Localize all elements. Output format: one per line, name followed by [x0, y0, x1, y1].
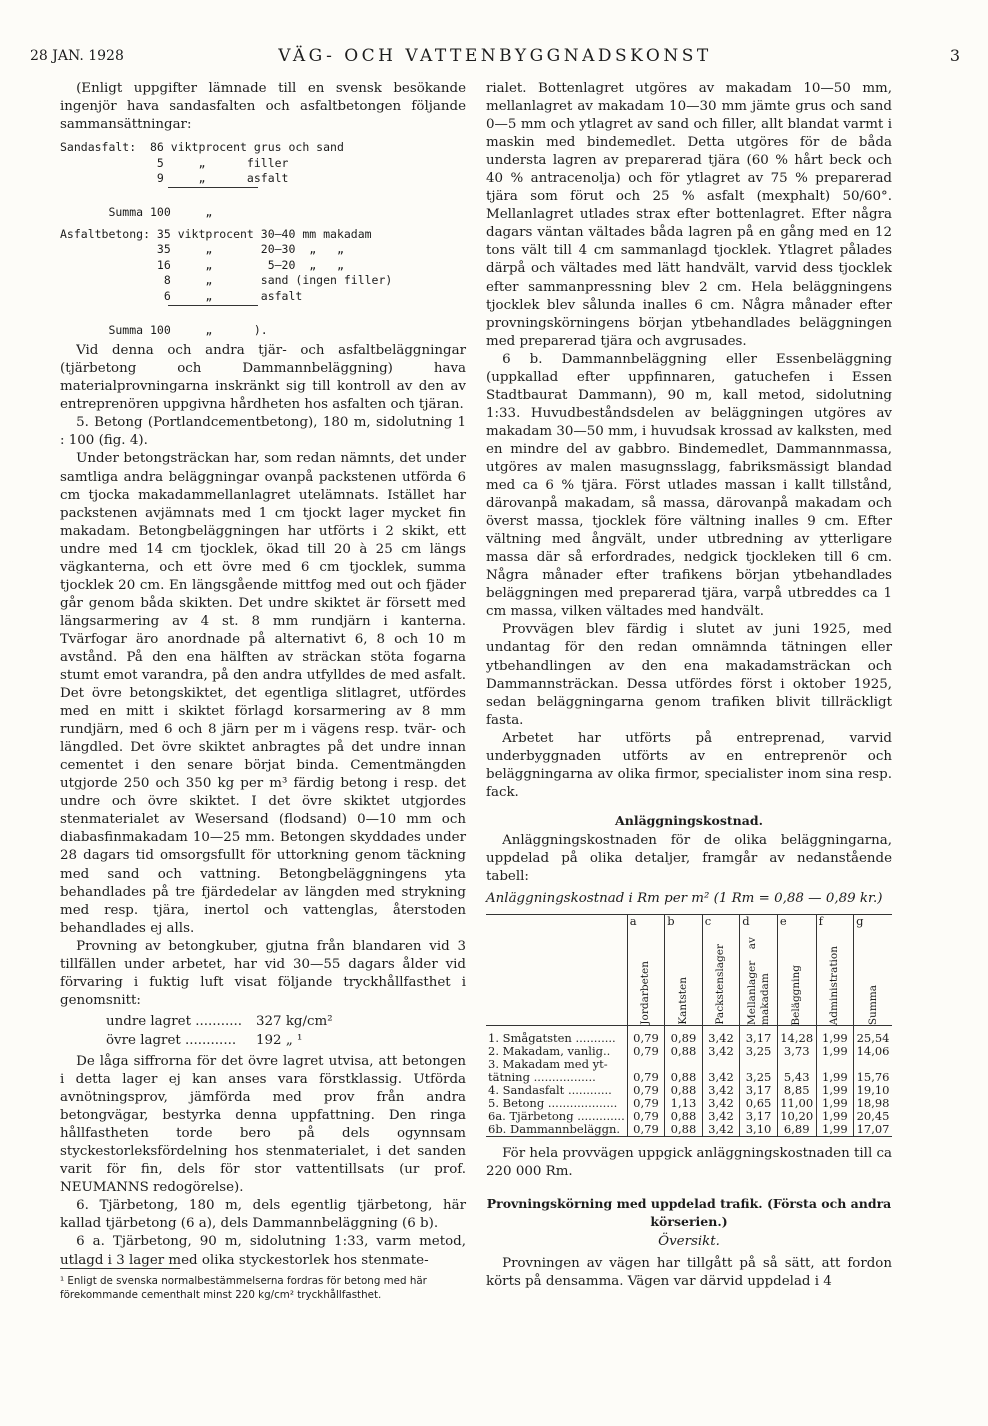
footnote-rule	[60, 1268, 180, 1269]
column-letter: c	[702, 915, 740, 934]
mix-table-sandasfalt	[60, 140, 466, 220]
table-cell: 3,17	[740, 1110, 778, 1123]
footnote-text: ¹ Enligt de svenska normalbestämmelserna fordras för betong med här förekommande cementhalt minst 220 kg/cm² tryckhållfasthet.	[60, 1275, 427, 1301]
table-cell: 11,00	[777, 1097, 816, 1110]
page-header	[30, 46, 960, 68]
paragraph: Under betongsträckan har, som redan nämnts, det under samtliga andra beläggningar ovanpå packstenen utförda 6 cm tjocka makadammellanlagret utelämnats. Istället har packstenen avjämnats med 1 cm tjockt lager mycket fin makadam. Betongbeläggningen har utförts i 2 skikt, ett undre med 14 cm tjocklek, ökad till 20 à 25 cm längs vägkanterna, och ett övre med 6 cm tjocklek, summa tjocklek 20 cm. En längsgående mittfog med out och fjäder går genom båda skikten. Det undre skiktet är försett med längsarmering av 4 st. 8 mm rundjärn i kanterna. Tvärfogar äro anordnade på alternativt 6, 8 och 10 m avstånd. På den ena hälften av sträckan stöta fogarna stumt emot varandra, på den andra utfylldes de med asfalt. Det övre betongskiktet, det egentliga slitlagret, utfördes med en mitt i skiktet förlagd korsarmering av 8 mm rundjärn, med 6 och 8 järn per m i vägens resp. tvär- och längdled. Det övre skiktet anbragtes på det undre innan cementet i den senare börjat binda. Cementmängden utgjorde 250 och 350 kg per m³ färdig betong i resp. det undre och övre skiktet. I det övre skiktet utgjordes stenmaterialet av Wesersand (flodsand) 0—10 mm och diabasfinmakadam 10—25 mm. Betongen skyddades under 28 dagars tid omsorgsfullt för uttorkning genom täckning med sand och vattning. Betongbeläggningens yta behandlades på tre fjärdedelar av längden med strykning med resp. tjära, inertol och vattenglas, återstoden behandlades ej alls.	[60, 451, 466, 936]
table-cell: 1,99	[816, 1071, 854, 1084]
table-cell: 0,88	[665, 1045, 703, 1058]
table-cell: 1,99	[816, 1084, 854, 1097]
column-letters	[486, 915, 892, 934]
table-cell: 1,99	[816, 1097, 854, 1110]
column-header	[627, 933, 665, 1026]
table-cell: 3,25	[740, 1045, 778, 1058]
layer-value: 192 „ ¹	[256, 1032, 303, 1048]
mix-line: 8 „ sand (ingen filler)	[60, 273, 393, 288]
mix-line: 9 „ asfalt	[60, 171, 289, 186]
paragraph: 6. Tjärbetong, 180 m, dels egentlig tjärbetong, här kallad tjärbetong (6 a), dels Dammannbeläggning (6 b).	[60, 1198, 466, 1232]
table-cell: 1,13	[665, 1097, 703, 1110]
table-row	[486, 1123, 892, 1137]
row-label: 4. Sandasfalt ............	[488, 1083, 612, 1098]
table-cell: 0,79	[627, 1084, 665, 1097]
table-cell: 18,98	[854, 1097, 892, 1110]
table-cell: 0,79	[627, 1026, 665, 1046]
table-cell: 3,25	[740, 1071, 778, 1084]
cost-table	[486, 914, 892, 1137]
paragraph: Provvägen blev färdig i slutet av juni 1925, med undantag för den redan omnämnda tätningen eller ytbehandlingen av den ena makadamsträckan och Dammannsträckan. Dessa utfördes först i oktober 1925, sedan beläggningarna genom trafiken blivit tillräckligt fasta.	[486, 622, 892, 728]
table-cell: 1,99	[816, 1123, 854, 1137]
column-header-text: Jordarbeten	[639, 961, 652, 1026]
table-cell: 3,42	[702, 1097, 740, 1110]
cost-table-body	[486, 1026, 892, 1137]
paragraph: Arbetet har utförts på entreprenad, varvid underbyggnaden utförts av en entreprenör och beläggningarna av olika firmor, specialister inom sina resp. fack.	[486, 730, 892, 800]
paragraph: 6 a. Tjärbetong, 90 m, sidolutning 1:33, varm metod, utlagd i 3 lager med olika styckestorlek hos stenmate-	[60, 1234, 466, 1268]
table-cell: 5,43	[777, 1071, 816, 1084]
row-label: tätning .................	[488, 1070, 596, 1085]
table-cell: 10,20	[777, 1110, 816, 1123]
mix-line: 35 „ 20—30 „ „	[60, 242, 344, 257]
sum-rule	[168, 305, 258, 306]
page-number: 3	[949, 46, 960, 65]
column-header	[854, 933, 892, 1026]
table-cell: 0,65	[740, 1097, 778, 1110]
issue-date: 28 JAN. 1928	[30, 48, 124, 64]
mix-line: 6 „ asfalt	[60, 288, 303, 303]
intro-paragraph: (Enligt uppgifter lämnade till en svensk besökande ingenjör hava sandasfalten och asfaltbetongen följande sammansättningar:	[60, 81, 466, 133]
sum-rule	[168, 187, 258, 188]
journal-title: VÄG- OCH VATTENBYGGNADSKONST	[278, 46, 712, 66]
table-cell: 0,79	[627, 1097, 665, 1110]
row-label: 2. Makadam, vanlig..	[488, 1044, 611, 1059]
table-cell: 0,88	[665, 1123, 703, 1137]
paragraph: Anläggningskostnaden för de olika beläggningarna, uppdelad på olika detaljer, framgår av nedanstående tabell:	[486, 832, 892, 885]
section-heading-trial: Provningskörning med uppdelad trafik. (Första och andra körserien.)	[486, 1196, 892, 1230]
column-header	[665, 933, 703, 1026]
paragraph: 6 b. Dammannbeläggning eller Essenbeläggning (uppkallad efter uppfinnaren, gatuchefen i Essen Stadtbaurat Dammann), 90 m, kall metod, sidolutning 1:33. Huvudbeståndsdelen av beläggningen utgöres av makadam 30—50 mm, i huvudsak krossad av kalksten, med en mindre del av gabbro. Bindemedlet, Dammannmassa, utgöres av malen masugnsslagg, fabriksmässigt blandad med ca 6 % tjära. Först utlades massan i kallt tillstånd, därovanpå makadam, så massa, därovanpå makadam och överst massa, tjocklek före vältning inalles 9 cm. Efter vältning med ångvält, under utbredning av ytterligare massa där så erfordrades, nedgick tjockleken till 6 cm. Några månader efter trafikens början ytbehandlades beläggningen med preparerad tjära, varpå utbreddes ca 1 cm massa, vilken vältades med handvält.	[486, 351, 892, 620]
row-label: 6b. Dammannbeläggn.	[488, 1122, 621, 1137]
strength-row	[60, 1013, 466, 1031]
table-cell: 6,89	[777, 1123, 816, 1137]
column-letter: g	[854, 915, 892, 934]
layer-value: 327 kg/cm²	[256, 1013, 333, 1029]
column-header	[816, 933, 854, 1026]
header-blank	[486, 933, 627, 1026]
table-cell: 19,10	[854, 1084, 892, 1097]
table-cell: 3,10	[740, 1123, 778, 1137]
table-cell: 3,42	[702, 1084, 740, 1097]
column-header-text: Summa	[866, 984, 879, 1026]
subsection-heading: Översikt.	[658, 1234, 720, 1250]
table-cell: 3,42	[702, 1045, 740, 1058]
table-cell: 0,79	[627, 1123, 665, 1137]
column-letter: e	[777, 915, 816, 934]
paragraph: Provningen av vägen har tillgått på så sätt, att fordon körts på densamma. Vägen var därvid uppdelad i 4	[486, 1256, 892, 1290]
table-cell: 0,79	[627, 1071, 665, 1084]
mix-line: 5 „ filler	[60, 155, 289, 170]
table-cell: 3,17	[740, 1026, 778, 1046]
paragraph: rialet. Bottenlagret utgöres av makadam 10—50 mm, mellanlagret av makadam 10—30 mm jämte grus och sand 0—5 mm och ytlagret av sand och filler, allt blandat varmt i maskin med bindemedlet. Detta utgöres för de båda understa lagren av preparerad tjära (60 % hårt beck och 40 % antracenolja) och för ytlagret av 75 % preparerad tjära som förut och 25 % asfalt (mexphalt) 50/60°. Mellanlagret utlades strax efter bottenlagret. Efter några dagars väntan vältades båda lagren på en gång med en 12 tons vält till 4 cm sammanlagd tjocklek. Ytlagret pålades därpå och vältades med lätt handvält, varvid dess tjocklek efter sammanpressning blev 2 cm. Hela beläggningens tjocklek blev sålunda inalles 6 cm. Några månader efter provningskörningens början ytbehandlades beläggningen med preparerad tjära och avgrusades.	[486, 81, 892, 349]
table-cell: 3,42	[702, 1026, 740, 1046]
column-header-text: Mellanlager av makadam	[745, 937, 771, 1026]
table-cell: 0,79	[627, 1045, 665, 1058]
column-letter: d	[740, 915, 778, 934]
right-column	[486, 80, 892, 1291]
table-cell: 17,07	[854, 1123, 892, 1137]
column-header-text: Kantsten	[676, 977, 689, 1026]
column-headers	[486, 933, 892, 1026]
table-cell: 0,88	[665, 1071, 703, 1084]
row-label: 6a. Tjärbetong .............	[488, 1109, 625, 1124]
mix-sum: Summa 100 „	[60, 204, 213, 219]
column-letter: f	[816, 915, 854, 934]
layer-name: undre lagret ...........	[106, 1013, 243, 1029]
column-header-text: Packstenslager	[714, 944, 727, 1026]
column-header	[740, 933, 778, 1026]
table-cell: 1,99	[816, 1110, 854, 1123]
left-column	[60, 80, 466, 1270]
table-cell: 0,88	[665, 1084, 703, 1097]
table-cell: 0,79	[627, 1110, 665, 1123]
mix-line: 16 „ 5—20 „ „	[60, 257, 344, 272]
paragraph: Vid denna och andra tjär- och asfaltbeläggningar (tjärbetong och Dammannbeläggning) hava materialprovningarna inskränkt sig till kontroll av den av entreprenören uppgivna hårdheten hos asfalten och tjäran.	[60, 343, 466, 413]
paragraph: För hela provvägen uppgick anläggningskostnaden till ca 220 000 Rm.	[486, 1146, 892, 1180]
table-cell: 15,76	[854, 1071, 892, 1084]
mix-line: Sandasfalt: 86 viktprocent grus och sand	[60, 140, 344, 155]
layer-name: övre lagret ............	[106, 1032, 237, 1048]
mix-table-asfaltbetong	[60, 227, 466, 339]
column-letter: a	[627, 915, 665, 934]
table-cell: 0,88	[665, 1110, 703, 1123]
strength-row	[60, 1032, 466, 1050]
table-cell: 3,42	[702, 1071, 740, 1084]
row-label: 3. Makadam med yt-	[488, 1057, 608, 1072]
column-header-text: Administration	[828, 945, 841, 1026]
table-cell: 3,17	[740, 1084, 778, 1097]
table-cell: 14,06	[854, 1045, 892, 1058]
table-cell: 1,99	[816, 1026, 854, 1046]
table-cell: 25,54	[854, 1026, 892, 1046]
table-cell: 3,73	[777, 1045, 816, 1058]
header-blank	[486, 915, 627, 934]
column-header-text: Beläggning	[790, 964, 803, 1026]
section-heading-cost: Anläggningskostnad.	[615, 812, 763, 828]
mix-line: Asfaltbetong: 35 viktprocent 30—40 mm makadam	[60, 226, 372, 241]
column-header	[777, 933, 816, 1026]
table-caption: Anläggningskostnad i Rm per m² (1 Rm = 0,88 — 0,89 kr.)	[486, 891, 883, 907]
table-cell: 1,99	[816, 1045, 854, 1058]
table-cell: 3,42	[702, 1123, 740, 1137]
table-cell: 0,89	[665, 1026, 703, 1046]
strength-list	[60, 1013, 466, 1050]
paragraph: De låga siffrorna för det övre lagret utvisa, att betongen i detta lager ej kan anses vara förstklassig. Utförda avnötningsprov, jämförda med prov från andra betongvägar, bestyrka denna uppfattning. Den ringa hållfastheten torde bero på dels ogynnsam styckestorleksfördelning hos stenmaterialet, i det sanden varit för fin, dels för stor vattentillsats (ur prof. NEUMANNS redogörelse).	[60, 1054, 466, 1196]
table-cell: 20,45	[854, 1110, 892, 1123]
paragraph: 5. Betong (Portlandcementbetong), 180 m, sidolutning 1 : 100 (fig. 4).	[60, 415, 466, 449]
mix-sum: Summa 100 „ ).	[60, 322, 268, 337]
table-row	[486, 1026, 892, 1046]
paragraph: Provning av betongkuber, gjutna från blandaren vid 3 tillfällen under arbetet, har vid 30—55 dagars ålder vid förvaring i fuktig luft visat följande tryckhållfasthet i genomsnitt:	[60, 938, 466, 1008]
table-cell: 8,85	[777, 1084, 816, 1097]
table-cell: 3,42	[702, 1110, 740, 1123]
row-label: 5. Betong ...................	[488, 1096, 618, 1111]
table-cell: 14,28	[777, 1026, 816, 1046]
footnote	[60, 1268, 470, 1302]
row-label: 1. Smågatsten ...........	[488, 1031, 616, 1046]
column-letter: b	[665, 915, 703, 934]
column-header	[702, 933, 740, 1026]
